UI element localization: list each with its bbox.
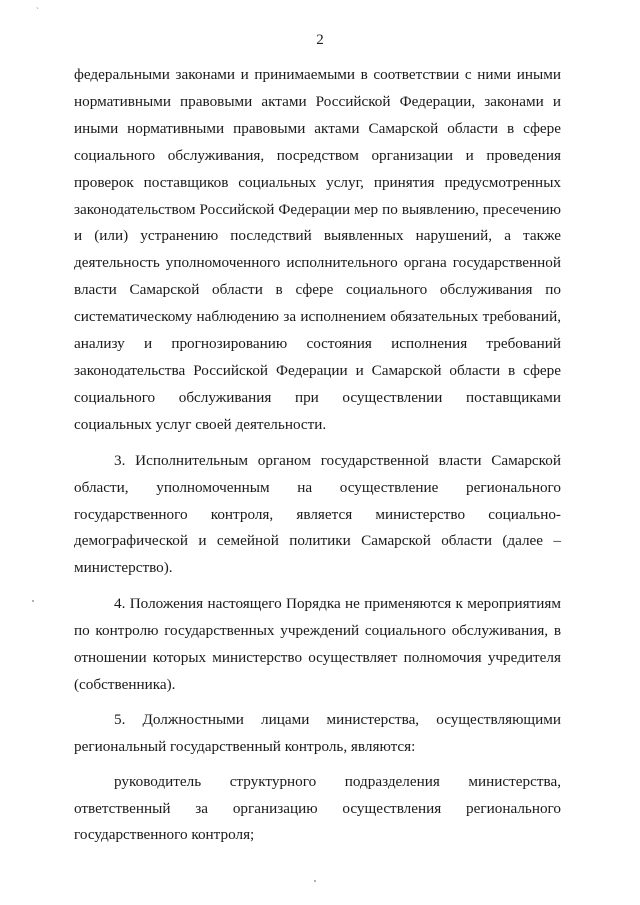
scan-artifact: ` — [36, 6, 39, 16]
document-body — [74, 62, 561, 849]
paragraph-item-3: 3. Исполнительным органом государственной власти Самарской области, уполномоченным на осуществление регионального государственного контроля, является министерство социально-демографической и семейной политики Самарской области (далее – министерство). — [74, 451, 561, 577]
scan-dot — [314, 880, 316, 882]
paragraph-item-4: 4. Положения настоящего Порядка не применяются к мероприятиям по контролю государственных учреждений социального обслуживания, в отношении которых министерство осуществляет полномочия учредителя (собственника). — [74, 595, 561, 693]
scan-dot — [32, 600, 34, 602]
page-number: 2 — [316, 32, 324, 48]
paragraph-item-5: 5. Должностными лицами министерства, осуществляющими региональный государственный контроль, являются: — [74, 710, 561, 755]
paragraph-continuation: федеральными законами и принимаемыми в соответствии с ними иными нормативными правовыми актами Российской Федерации, законами и иными нормативными правовыми актами Самарской области в сфере социального обслуживания, посредством организации и проведения проверок поставщиков социальных услуг, принятия предусмотренных законодательством Российской Федерации мер по выявлению, пресечению и (или) устранению последствий выявленных нарушений, а также деятельность уполномоченного исполнительного органа государственной власти Самарской области в сфере социального обслуживания по систематическому наблюдению за исполнением обязательных требований, анализу и прогнозированию состояния исполнения требований законодательства Российской Федерации и Самарской области в сфере социального обслуживания при осуществлении поставщиками социальных услуг своей деятельности. — [74, 66, 561, 433]
paragraph-item-5-a: руководитель структурного подразделения министерства, ответственный за организацию осуществления регионального государственного контроля; — [74, 772, 561, 844]
